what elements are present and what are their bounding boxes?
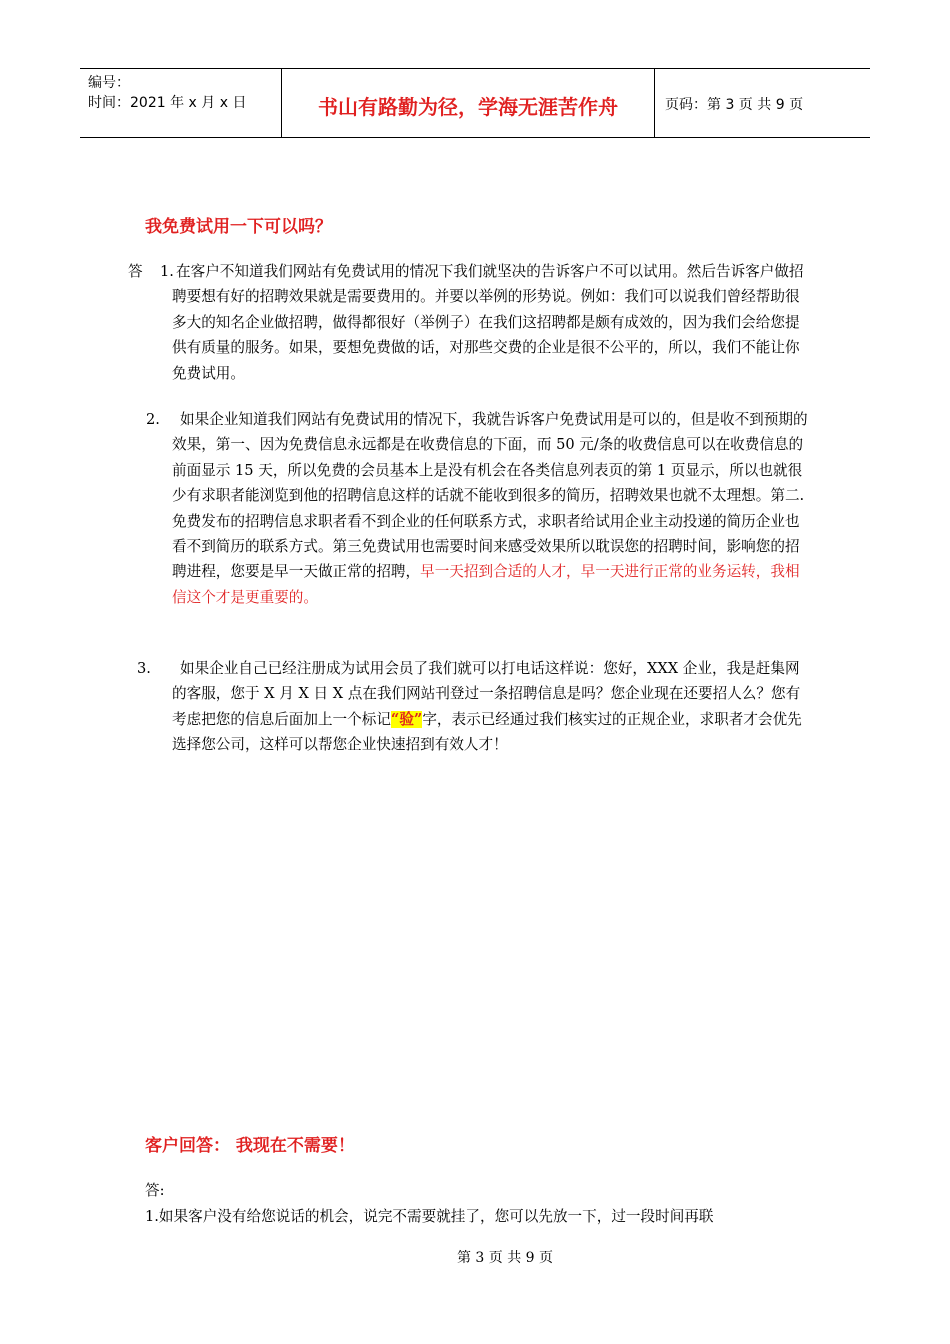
header-motto: 书山有路勤为径，学海无涯苦作舟 [282, 69, 655, 137]
header-page-info: 页码：第 3 页 共 9 页 [665, 97, 804, 113]
item2-number: 2. [146, 411, 160, 428]
section2-answer-label: 答: [145, 1182, 165, 1199]
answer-label: 答 [128, 263, 143, 280]
item3-text-b: 字，表示已经通过我们核实过的正规企业，求职者才会优先选择您公司，这样可以帮您企业快速招到有效人才！ [172, 710, 802, 754]
item3-text-a: 如果企业自己已经注册成为试用会员了我们就可以打电话这样说：您好，XXX 企业，我是赶集网的客服，您于 X 月 X 日 X 点在我们网站刊登过一条招聘信息是吗？您企业现在还要招人么？您有考虑把您的信息后面加上一个标记 [172, 660, 801, 728]
item2-red-text: 早一天招到合适的人才，早一天进行正常的业务运转，我相信这个才是更重要的。 [172, 563, 800, 606]
section1-heading: 我免费试用一下可以吗？ [145, 217, 332, 237]
item1-paragraph [172, 259, 808, 386]
item1-text: 在客户不知道我们网站有免费试用的情况下我们就坚决的告诉客户不可以试用。然后告诉客户做招聘要想有好的招聘效果就是需要费用的。并要以举例的形势说。例如：我们可以说我们曾经帮助很多大的知名企业做招聘，做得都很好（举例子）在我们这招聘都是颇有成效的，因为我们会给您提供有质量的服务。如果，要想免费做的话，对那些交费的企业是很不公平的，所以，我们不能让你免费试用。 [172, 263, 804, 382]
item2-paragraph [172, 407, 808, 610]
time-label: 时间：2021 年 x 月 x 日 [88, 95, 247, 111]
item2-text: 如果企业知道我们网站有免费试用的情况下，我就告诉客户免费试用是可以的，但是收不到预期的效果，第一、因为免费信息永远都是在收费信息的下面，而 50 元/条的收费信息可以在收费信息的前面显示 15 天，所以免费的会员基本上是没有机会在各类信息列表页的第 1 页显示，所以也就很少有求职者能浏览到他的招聘信息这样的话就不能收到很多的简历，招聘效果也就不太理想。第二.免费发布的招聘信息求职者看不到企业的任何联系方式，求职者给试用企业主动投递的简历企业也看不到简历的联系方式。第三免费试用也需要时间来感受效果所以耽误您的招聘时间，影响您的招聘进程，您要是早一天做正常的招聘， [172, 411, 808, 581]
item3-number: 3. [137, 660, 151, 677]
document-header [80, 68, 870, 138]
item1-number: 1. [160, 263, 174, 280]
item3-paragraph [172, 656, 808, 758]
verified-mark: “验” [390, 710, 423, 728]
page-footer: 第 3 页 共 9 页 [456, 1250, 554, 1266]
section2-item1: 1.如果客户没有给您说话的机会，说完不需要就挂了，您可以先放一下，过一段时间再联 [145, 1208, 714, 1225]
section2-heading: 客户回答： 我现在不需要！ [145, 1136, 355, 1156]
header-meta [80, 69, 282, 137]
code-label: 编号： [88, 75, 130, 91]
